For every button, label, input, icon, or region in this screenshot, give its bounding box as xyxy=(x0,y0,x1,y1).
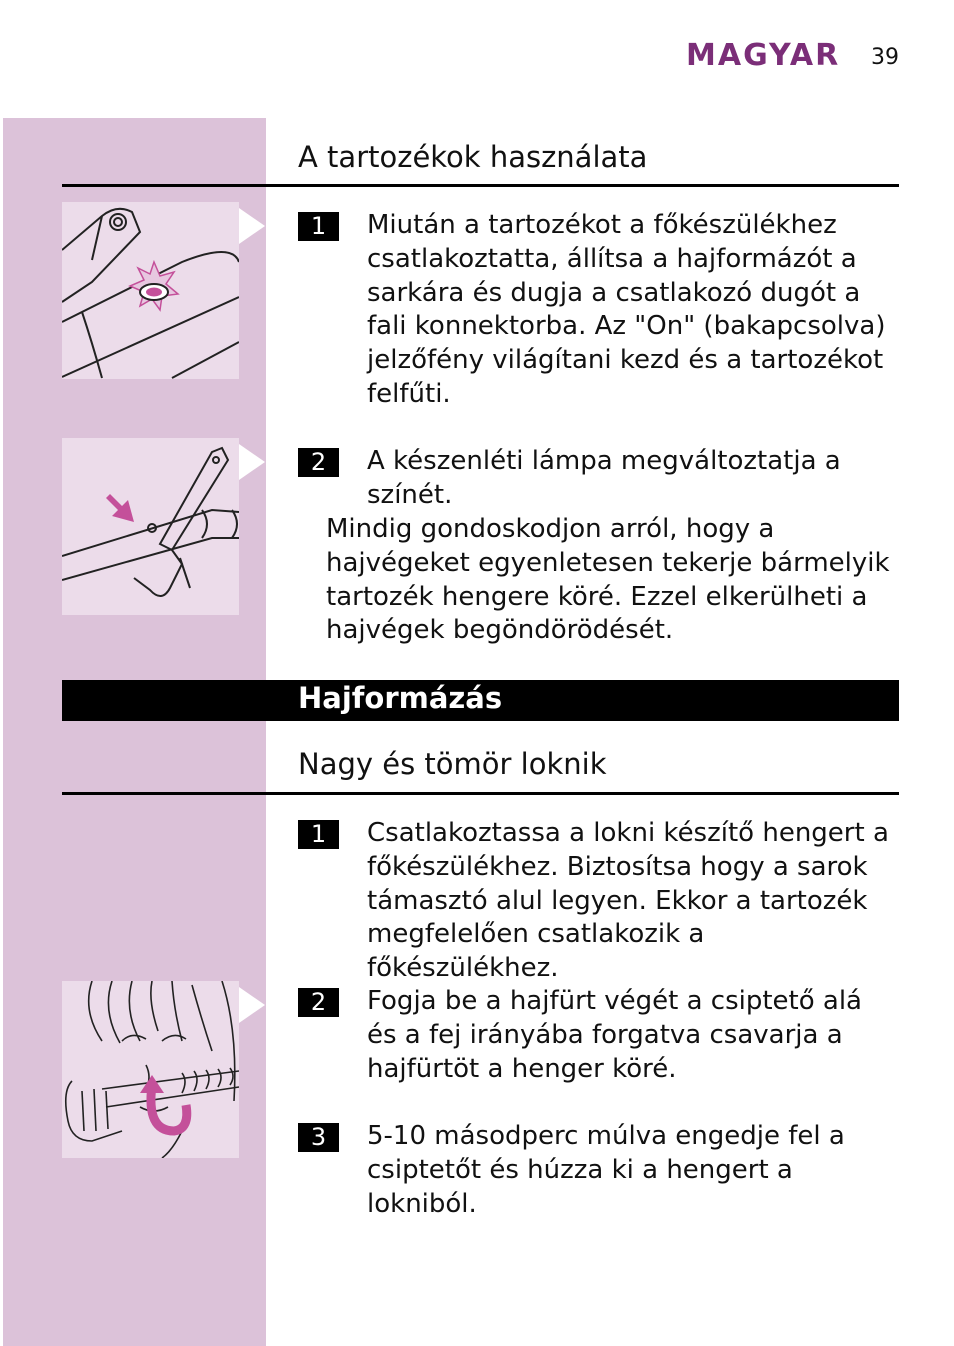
curling-hair-icon xyxy=(62,981,239,1158)
section-title-curls: Nagy és tömör loknik xyxy=(298,747,607,781)
section-divider xyxy=(62,792,899,795)
step-number-badge: 2 xyxy=(298,988,339,1017)
step-text: Miután a tartozékot a főkészülékhez csatlakoztatta, állítsa a hajformázót a sarkára és dugja a csatlakozó dugót a fali konnektorba. Az "On" (bakapcsolva) jelzőfény világítani kezd és a tartozékot felfűti. xyxy=(367,210,886,409)
illustration-styler-clip xyxy=(62,438,239,615)
section-divider xyxy=(62,184,899,187)
step-text: Csatlakoztassa a lokni készítő hengert a főkészülékhez. Biztosítsa hogy a sarok támasztó alul legyen. Ekkor a tartozék megfelelően csatlakozik a főkészülékhez. xyxy=(367,818,889,984)
step-text: A készenléti lámpa megváltoztatja a színét. xyxy=(367,446,841,510)
banner-title: Hajformázás xyxy=(298,681,503,715)
arrow-pointer-icon xyxy=(106,494,134,522)
illustration-pointer xyxy=(239,444,265,480)
step-number-badge: 1 xyxy=(298,820,339,849)
step-number-badge: 3 xyxy=(298,1123,339,1152)
rotate-arrow-icon xyxy=(140,1075,187,1131)
step-number-badge: 1 xyxy=(298,212,339,241)
illustration-styler-on-light xyxy=(62,202,239,379)
step-number-badge: 2 xyxy=(298,448,339,477)
power-on-light-icon xyxy=(130,262,178,310)
step-text: 5-10 másodperc múlva engedje fel a csiptetőt és húzza ki a hengert a lokniból. xyxy=(367,1121,845,1219)
illustration-pointer xyxy=(239,208,265,244)
styler-power-light-icon xyxy=(62,202,239,379)
tip-note: Mindig gondoskodjon arról, hogy a hajvégeket egyenletesen tekerje bármelyik tartozék hengere köré. Ezzel elkerülheti a hajvégek begöndörödését. xyxy=(326,514,890,646)
illustration-pointer xyxy=(239,987,265,1023)
styler-clip-icon xyxy=(62,438,239,615)
language-label: MAGYAR xyxy=(686,38,841,73)
step-text: Fogja be a hajfürt végét a csiptető alá és a fej irányába forgatva csavarja a hajfürtöt a henger köré. xyxy=(367,986,862,1084)
section-title-accessories: A tartozékok használata xyxy=(298,140,648,174)
illustration-curling-hair xyxy=(62,981,239,1158)
page-number: 39 xyxy=(871,45,899,70)
